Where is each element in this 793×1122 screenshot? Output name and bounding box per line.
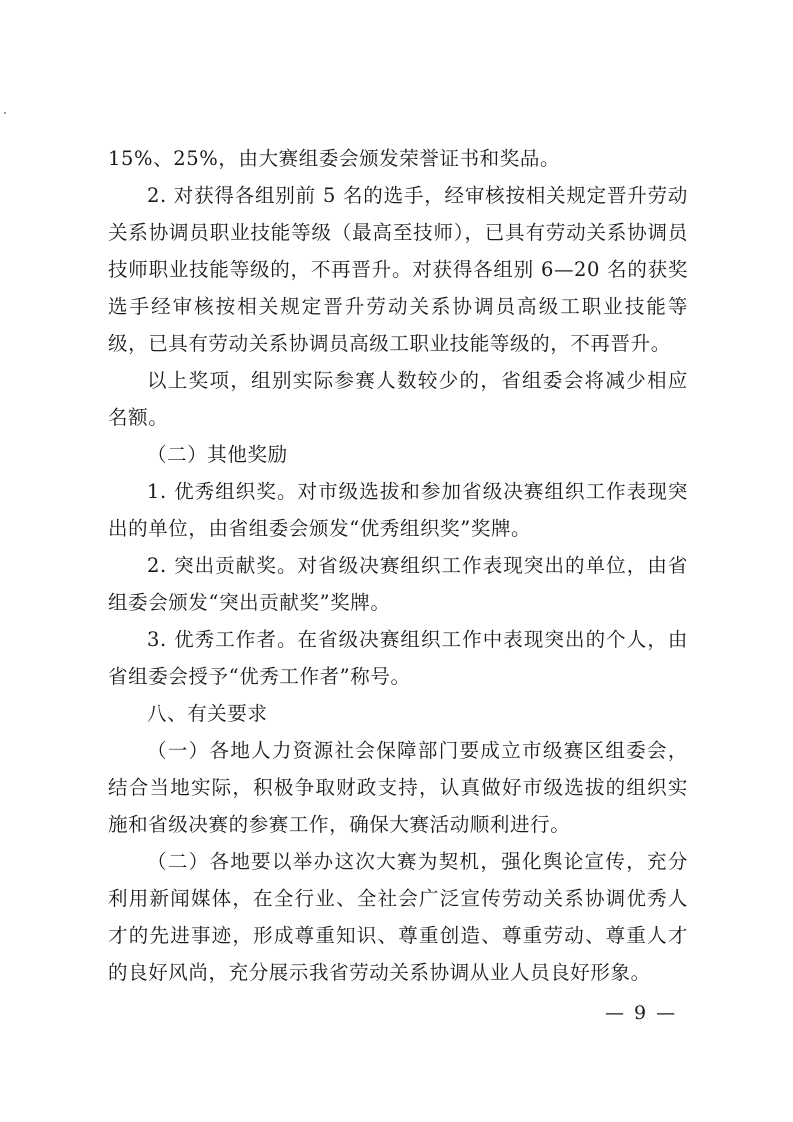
paragraph-contribution-award: 2. 突出贡献奖。对省级决赛组织工作表现突出的单位，由省组委会颁发“突出贡献奖”奖牌。 xyxy=(108,554,688,614)
heading-requirements: 八、有关要求 xyxy=(147,702,268,725)
page-number: — 9 — xyxy=(605,1002,678,1024)
paragraph-organization-award: 1. 优秀组织奖。对市级选拔和参加省级决赛组织工作表现突出的单位，由省组委会颁发“优秀组织奖”奖牌。 xyxy=(108,480,688,540)
paragraph-outstanding-worker: 3. 优秀工作者。在省级决赛组织工作中表现突出的个人，由省组委会授予“优秀工作者”称号。 xyxy=(108,628,688,688)
paragraph-skill-promotion: 2. 对获得各组别前 5 名的选手，经审核按相关规定晋升劳动关系协调员职业技能等级（最高至技师），已具有劳动关系协调员技师职业技能等级的，不再晋升。对获得各组别 6—20 名的获奖选手经审核按相关规定晋升劳动关系协调员高级工职业技能等级，已具有劳动关系协调员高级工职业技能等级的，不再晋升。 xyxy=(108,184,688,355)
heading-other-awards: （二）其他奖励 xyxy=(147,443,288,466)
scan-speck xyxy=(4,112,6,114)
paragraph-award-percent: 15%、25%，由大赛组委会颁发荣誉证书和奖品。 xyxy=(108,147,561,170)
paragraph-quota-note: 以上奖项，组别实际参赛人数较少的，省组委会将减少相应名额。 xyxy=(108,369,688,429)
paragraph-requirement-one: （一）各地人力资源社会保障部门要成立市级赛区组委会，结合当地实际，积极争取财政支持，认真做好市级选拔的组织实施和省级决赛的参赛工作，确保大赛活动顺利进行。 xyxy=(108,739,688,836)
document-body xyxy=(108,140,688,991)
paragraph-requirement-two: （二）各地要以举办这次大赛为契机，强化舆论宣传，充分利用新闻媒体，在全行业、全社会广泛宣传劳动关系协调优秀人才的先进事迹，形成尊重知识、尊重创造、尊重劳动、尊重人才的良好风尚，充分展示我省劳动关系协调从业人员良好形象。 xyxy=(108,850,688,984)
